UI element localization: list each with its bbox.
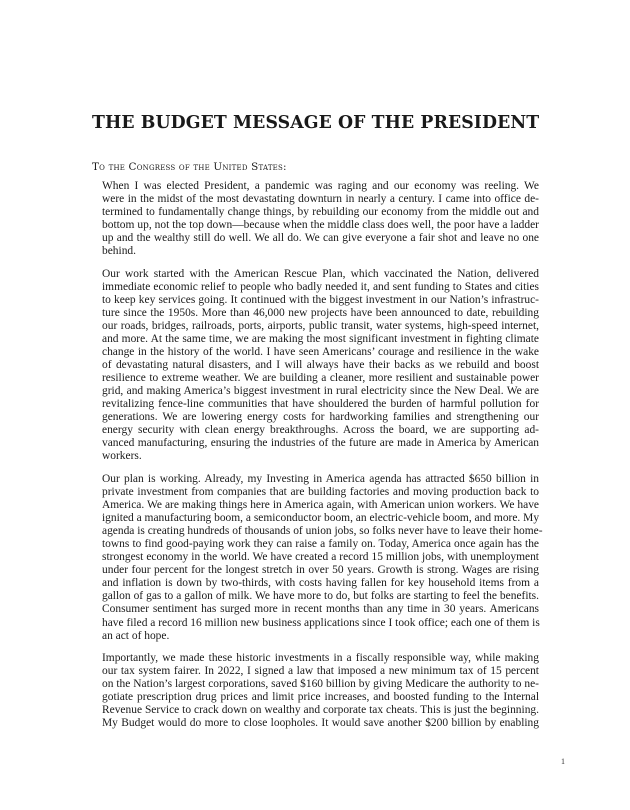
text-line: grid, and making America’s biggest investment in rural electricity since the New Deal. We are [102,385,539,398]
text-line: revitalizing fence-line communities that have shouldered the burden of harmful pollution for [102,398,539,411]
text-line: Our plan is working. Already, my Investing in America agenda has attracted $650 billion in [102,472,539,485]
paragraph [92,652,539,730]
text-line: have filed a record 16 million new business applications since I took office; each one of them is [102,616,540,629]
paragraph [92,472,543,643]
text-line: behind. [102,245,136,258]
text-line: energy security with clean energy breakthroughs. Across the board, we are supporting ad- [102,424,539,437]
text-line: strongest economy in the world. We have created a record 15 million jobs, with unemployment [102,551,539,564]
text-line: change in the history of the world. I have seen Americans’ courage and resilience in the wake [102,346,539,359]
page-title: THE BUDGET MESSAGE OF THE PRESIDENT [92,113,540,133]
text-line: ture since the 1950s. More than 46,000 new projects have been announced to date, rebuilding [102,306,539,319]
text-line: When I was elected President, a pandemic was raging and our economy was reeling. We [102,180,539,192]
text-line: workers. [102,450,142,463]
text-line: My Budget would do more to close loopholes. It would save another $200 billion by enabling [102,717,539,730]
text-line: America. We are making things here in America again, with American union workers. We have [102,499,539,512]
text-line: on the Nation’s largest corporations, saved $160 billion by giving Medicare the authority to ne- [102,678,539,691]
text-line: up and the wealthy still do well. We all do. We can give everyone a fair shot and leave no one [102,232,539,245]
text-line: towns to find good-paying work they can raise a family on. Today, America once again has the [102,538,539,551]
text-line: of devastating natural disasters, and I will always have their backs as we rebuild and boost [102,359,539,372]
text-line: vanced manufacturing, ensuring the industries of the future are made in America by American [102,437,539,450]
salutation: To the Congress of the United States: [92,161,287,173]
text-line: our tax system fairer. In 2022, I signed a law that imposed a new minimum tax of 15 percent [102,665,539,678]
body-text [92,180,543,740]
text-line: our roads, bridges, railroads, ports, airports, public transit, water systems, high-speed internet, [102,319,539,332]
text-line: bottom up, not the top down—because when the middle class does well, the poor have a ladder [102,219,539,232]
text-line: ignited a manufacturing boom, a semiconductor boom, an electric-vehicle boom, and more. My [102,512,540,525]
text-line: termined to fundamentally change things, by rebuilding our economy from the middle out and [102,206,539,219]
text-line: and more. At the same time, we are making the most significant investment in fighting climate [102,333,539,346]
text-line: Importantly, we made these historic investments in a fiscally responsible way, while making [102,652,539,665]
text-line: resilience to extreme weather. We are building a cleaner, more resilient and sustainable power [102,372,539,385]
text-line: to keep key services going. It continued with the biggest investment in our Nation’s infrastruc- [102,293,539,306]
paragraph [92,268,539,464]
text-line: were in the midst of the most devastating downturn in nearly a century. I came into office de- [102,193,539,206]
text-line: private investment from companies that are building factories and moving production back to [102,486,539,499]
text-line: Our work started with the American Rescue Plan, which vaccinated the Nation, delivered [102,267,539,280]
text-line: Consumer sentiment has surged more in recent months than any time in 30 years. Americans [102,603,539,616]
text-line: agenda is creating hundreds of thousands of union jobs, so folks never have to leave their home- [102,525,543,538]
text-line: gotiate prescription drug prices and limit price increases, and boosted funding to the Internal [102,691,539,704]
text-line: an act of hope. [102,629,170,642]
text-line: gallon of gas to a gallon of milk. We have more to do, but folks are starting to feel the benefits. [102,590,539,603]
page-number: 1 [561,757,565,766]
paragraph [92,180,539,258]
text-line: Revenue Service to crack down on wealthy and corporate tax cheats. This is just the beginning. [102,704,539,717]
text-line: under four percent for the longest stretch in over 50 years. Growth is strong. Wages are rising [102,564,539,577]
text-line: and inflation is down by two-thirds, with costs having fallen for key household items from a [102,577,539,590]
text-line: immediate economic relief to people who badly needed it, and sent funding to States and cities [102,280,539,293]
text-line: generations. We are lowering energy costs for hardworking families and strengthening our [102,411,539,424]
